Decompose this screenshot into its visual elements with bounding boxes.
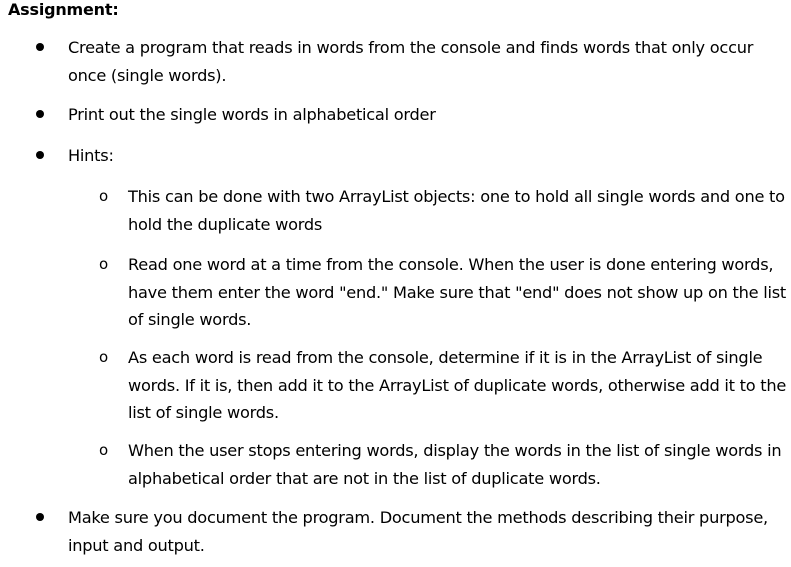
bullet-dot-icon [36, 43, 44, 51]
hint-text: Read one word at a time from the console. When the user is done entering words, have them enter the word "end." Make sure that "end" does not show up on the list of single words. [128, 255, 787, 329]
hollow-bullet-icon: o [99, 255, 109, 273]
hollow-bullet-icon: o [99, 348, 109, 366]
bullet-dot-icon [36, 151, 44, 159]
hint-text: As each word is read from the console, determine if it is in the ArrayList of single words. If it is, then add it to the ArrayList of duplicate words, otherwise add it to the list of single words. [128, 348, 787, 422]
hint-text: This can be done with two ArrayList objects: one to hold all single words and one to hold the duplicate words [128, 187, 785, 234]
bullet-text: Make sure you document the program. Document the methods describing their purpose, input and output. [68, 508, 768, 555]
hollow-bullet-icon: o [99, 187, 109, 205]
bullet-dot-icon [36, 110, 44, 118]
assignment-heading: Assignment: [8, 0, 119, 19]
bullet-text: Create a program that reads in words from the console and finds words that only occur once (single words). [68, 38, 754, 85]
hint-text: When the user stops entering words, display the words in the list of single words in alphabetical order that are not in the list of duplicate words. [128, 441, 782, 488]
bullet-dot-icon [36, 513, 44, 521]
bullet-text: Print out the single words in alphabetical order [68, 105, 436, 124]
bullet-text: Hints: [68, 146, 114, 165]
hollow-bullet-icon: o [99, 441, 109, 459]
